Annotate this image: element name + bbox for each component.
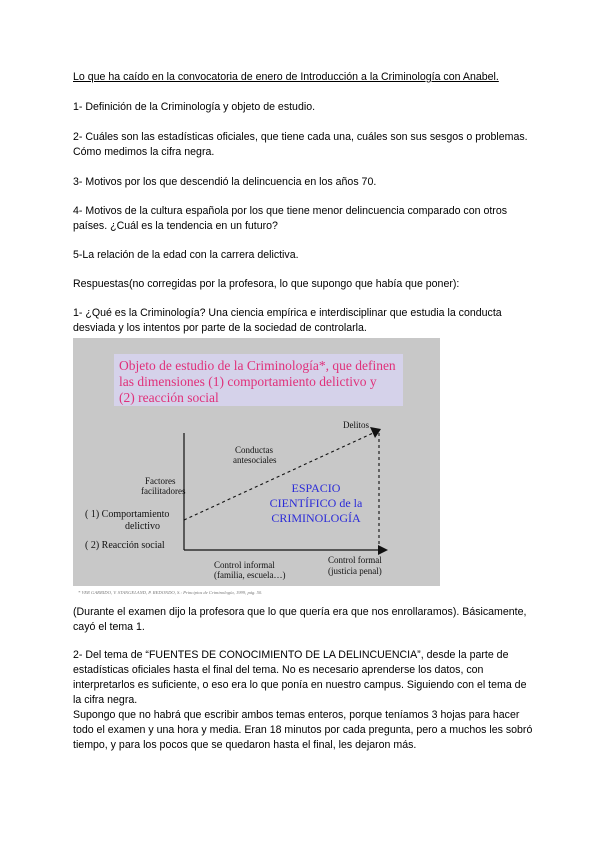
question-3: 3- Motivos por los que descendió la delincuencia en los años 70.	[73, 176, 377, 188]
label-conductas: Conductas	[235, 445, 273, 455]
diagram-title-line-2: las dimensiones (1) comportamiento delictivo y	[119, 374, 377, 389]
label-justicia-penal: (justicia penal)	[328, 566, 382, 576]
label-control-informal: Control informal	[214, 560, 275, 570]
label-antesociales: antesociales	[233, 455, 277, 465]
question-5: 5-La relación de la edad con la carrera delictiva.	[73, 249, 299, 261]
diagonal-arrow	[370, 427, 381, 438]
label-comportamiento: ( 1) Comportamiento	[85, 509, 170, 520]
criminology-diagram	[73, 338, 440, 586]
label-cientifico: CIENTÍFICO de la	[269, 496, 363, 510]
label-control-formal: Control formal	[328, 555, 382, 565]
document-title: Lo que ha caído en la convocatoria de enero de Introducción a la Criminología con Anabel.	[73, 71, 499, 83]
question-1: 1- Definición de la Criminología y objeto de estudio.	[73, 101, 316, 113]
answer-1-note: (Durante el examen dijo la profesora que lo que quería era que nos enrollaramos). Básicamente, cayó el tema 1.	[73, 606, 527, 633]
answers-intro: Respuestas(no corregidas por la profesora, lo que supongo que había que poner):	[73, 278, 460, 290]
horizontal-axis-arrow	[378, 545, 388, 555]
label-criminologia: CRIMINOLOGÍA	[271, 511, 361, 525]
answer-1: 1- ¿Qué es la Criminología? Una ciencia empírica e interdisciplinar que estudia la conducta desviada y los intentos por parte de la sociedad de controlarla.	[73, 307, 502, 334]
label-control-informal-ejemplos: (familia, escuela…)	[214, 570, 286, 580]
answer-2: 2- Del tema de “FUENTES DE CONOCIMIENTO DE LA DELINCUENCIA”, desde la parte de estadísticas oficiales hasta el final del tema. No es necesario aprenderse los datos, con interpretarlos es suficiente, o eso era lo que ponía en nuestro campus. Siguiendo con el tema de la cifra negra.	[73, 649, 527, 706]
answer-2-continuation: Supongo que no habrá que escribir ambos temas enteros, porque teníamos 3 hojas para hacer todo el examen y una hora y media. Eran 18 minutos por cada pregunta, pero a muchos les sobró tiempo, y para los pocos que se quedaron hasta el final, les dejaron más.	[73, 709, 533, 751]
label-reaccion-social: ( 2) Reacción social	[85, 540, 165, 551]
label-delictivo: delictivo	[125, 521, 160, 532]
label-delitos: Delitos	[343, 420, 369, 430]
label-facilitadores: facilitadores	[141, 486, 186, 496]
question-2: 2- Cuáles son las estadísticas oficiales, que tiene cada una, cuáles son sus sesgos o problemas. Cómo medimos la cifra negra.	[73, 131, 528, 158]
question-4: 4- Motivos de la cultura española por los que tiene menor delincuencia comparado con otros países. ¿Cuál es la tendencia en un futuro?	[73, 205, 508, 232]
diagram-title-line-1: Objeto de estudio de la Criminología*, que definen	[119, 358, 396, 373]
label-factores: Factores	[145, 476, 176, 486]
label-espacio: ESPACIO	[291, 481, 341, 495]
diagram-svg	[73, 338, 440, 586]
diagram-title-line-3: (2) reacción social	[119, 390, 219, 405]
diagram-caption: * VER GARRIDO, V. STANGELAND, P. REDONDO, S.: Principios de Criminología, 1999, pág. 50.	[78, 590, 263, 595]
